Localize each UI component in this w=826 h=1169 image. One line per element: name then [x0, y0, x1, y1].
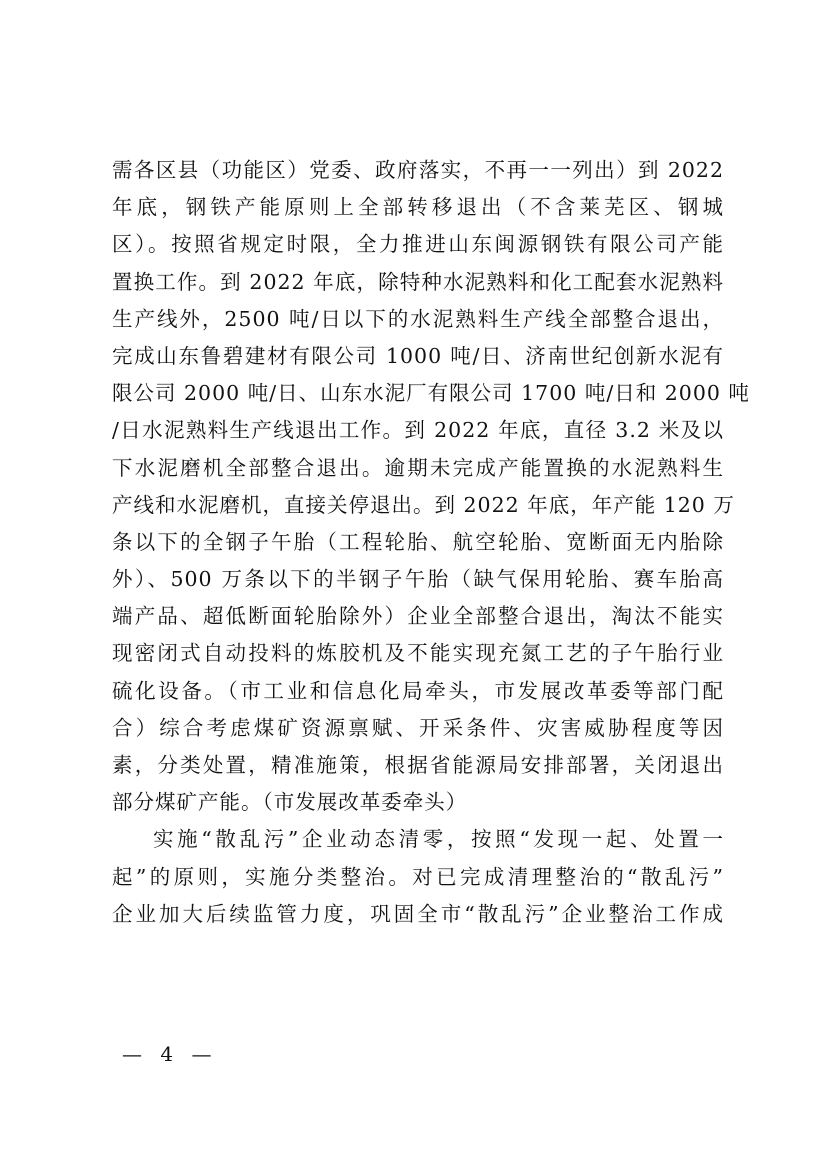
text-line: 端产品、超低断面轮胎除外）企业全部整合退出，淘汰不能实	[112, 604, 724, 629]
text-line: 需各区县（功能区）党委、政府落实，不再一一列出）到 2022	[112, 158, 724, 182]
text-line: 区）。按照省规定时限，全力推进山东闽源钢铁有限公司产能	[112, 232, 724, 257]
text-line: 硫化设备。（市工业和信息化局牵头，市发展改革委等部门配	[112, 678, 724, 703]
text-line: 置换工作。到 2022 年底，除特种水泥熟料和化工配套水泥熟料	[112, 269, 724, 294]
body-text	[112, 152, 750, 933]
text-line: 外）、500 万条以下的半钢子午胎（缺气保用轮胎、赛车胎高	[112, 567, 724, 592]
text-line: /日水泥熟料生产线退出工作。到 2022 年底，直径 3.2 米及以	[112, 418, 724, 443]
text-line: 完成山东鲁碧建材有限公司 1000 吨/日、济南世纪创新水泥有	[112, 343, 724, 368]
text-line: 限公司 2000 吨/日、山东水泥厂有限公司 1700 吨/日和 2000 吨	[112, 381, 750, 406]
text-line: 素，分类处置，精准施策，根据省能源局安排部署，关闭退出	[112, 753, 724, 777]
text-line: 起”的原则，实施分类整治。对已完成清理整治的“散乱污”	[112, 864, 724, 889]
text-line: 现密闭式自动投料的炼胶机及不能实现充氮工艺的子午胎行业	[112, 641, 724, 666]
text-line: 生产线外，2500 吨/日以下的水泥熟料生产线全部整合退出，	[112, 306, 724, 331]
paragraph-first-line: 实施“散乱污”企业动态清零，按照“发现一起、处置一	[153, 827, 724, 852]
text-line: 合）综合考虑煤矿资源禀赋、开采条件、灾害威胁程度等因	[112, 715, 724, 740]
text-line: 部分煤矿产能。（市发展改革委牵头）	[112, 790, 468, 815]
text-line: 年底，钢铁产能原则上全部转移退出（不含莱芜区、钢城	[112, 195, 724, 220]
page-number: — 4 —	[122, 1042, 218, 1066]
text-line: 企业加大后续监管力度，巩固全市“散乱污”企业整治工作成	[112, 901, 724, 926]
text-line: 产线和水泥磨机，直接关停退出。到 2022 年底，年产能 120 万	[112, 492, 735, 517]
text-line: 条以下的全钢子午胎（工程轮胎、航空轮胎、宽断面无内胎除	[112, 529, 724, 554]
text-line: 下水泥磨机全部整合退出。逾期未完成产能置换的水泥熟料生	[112, 455, 724, 480]
